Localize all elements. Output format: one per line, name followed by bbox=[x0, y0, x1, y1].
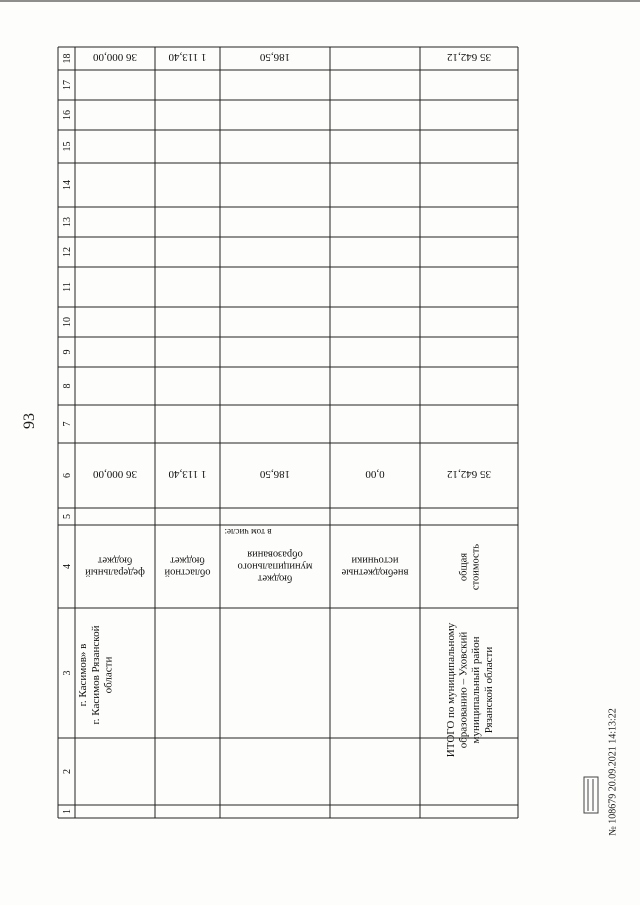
column-number-4 bbox=[62, 564, 73, 569]
registration-stamp-text: № 108679 20.09.2021 14:13:22 bbox=[607, 708, 619, 836]
funding-col6-1 bbox=[168, 468, 207, 480]
total-source-line: стоимость bbox=[470, 543, 482, 591]
funding-col6-2-line: 186,50 bbox=[259, 468, 291, 481]
total-source bbox=[459, 544, 482, 590]
in-total-label-line: в том числе: bbox=[224, 526, 272, 537]
column-number-15 bbox=[62, 142, 73, 152]
column-number-12 bbox=[62, 247, 73, 257]
column-number-8 bbox=[62, 384, 73, 389]
funding-col6-3-line: 0,00 bbox=[365, 468, 385, 481]
registration-stamp bbox=[604, 672, 622, 872]
column-number-5-line: 5 bbox=[62, 514, 73, 519]
column-number-3 bbox=[62, 671, 73, 676]
funding-source-1-line: областной bbox=[164, 566, 211, 578]
funding-source-0-line: федеральный bbox=[85, 566, 145, 578]
column-number-11-line: 11 bbox=[62, 282, 73, 292]
funding-source-1-line: бюджет bbox=[170, 554, 205, 566]
column-number-17 bbox=[62, 80, 73, 90]
object-name-line: г. Касимов» в bbox=[77, 643, 90, 707]
column-number-6-line: 6 bbox=[62, 473, 73, 478]
funding-col6-1-line: 1 113,40 bbox=[168, 468, 207, 481]
column-number-8-line: 8 bbox=[62, 383, 73, 389]
column-number-12-line: 12 bbox=[62, 247, 73, 257]
column-number-7-line: 7 bbox=[62, 421, 73, 427]
column-number-16 bbox=[62, 110, 73, 120]
funding-col18-0 bbox=[93, 51, 138, 63]
column-number-10-line: 10 bbox=[62, 317, 73, 327]
column-number-11 bbox=[62, 282, 73, 292]
column-number-15-line: 15 bbox=[62, 141, 73, 152]
table-grid bbox=[58, 47, 518, 818]
funding-col6-0 bbox=[93, 468, 138, 480]
total-label-line: Рязанской области bbox=[482, 646, 495, 734]
column-number-2 bbox=[62, 769, 73, 774]
object-name-line: г. Касимов Рязанской bbox=[89, 625, 102, 725]
column-number-14 bbox=[62, 180, 73, 190]
emblem-icon bbox=[584, 777, 598, 813]
funding-source-0 bbox=[85, 554, 145, 577]
funding-source-0-line: бюджет bbox=[97, 554, 133, 566]
column-number-7 bbox=[62, 422, 73, 427]
column-number-10 bbox=[62, 317, 73, 327]
column-number-16-line: 16 bbox=[62, 110, 73, 120]
in-total-label bbox=[225, 527, 272, 537]
total-source-line: общая bbox=[458, 552, 470, 582]
column-number-9-line: 9 bbox=[62, 349, 73, 355]
funding-source-2 bbox=[238, 548, 313, 583]
column-number-2-line: 2 bbox=[62, 769, 73, 774]
total-col18 bbox=[447, 51, 491, 63]
column-number-17-line: 17 bbox=[62, 80, 73, 90]
total-label-line: образованию – Уховский bbox=[457, 631, 470, 749]
column-number-1-line: 1 bbox=[62, 809, 73, 814]
column-number-6 bbox=[62, 473, 73, 478]
funding-col18-1 bbox=[168, 51, 207, 63]
total-col6-line: 35 642,12 bbox=[447, 468, 491, 481]
column-number-4-line: 4 bbox=[62, 564, 73, 569]
column-number-5 bbox=[62, 514, 73, 519]
scan-top-edge bbox=[0, 0, 640, 6]
column-number-1 bbox=[62, 809, 73, 814]
column-number-9 bbox=[62, 350, 73, 355]
funding-col18-2 bbox=[259, 51, 290, 63]
total-col6 bbox=[447, 468, 491, 480]
table-labels bbox=[62, 51, 495, 814]
column-number-14-line: 14 bbox=[62, 180, 73, 190]
funding-col6-2 bbox=[259, 468, 290, 480]
funding-col18-0-line: 36 000,00 bbox=[93, 51, 137, 64]
funding-col6-3 bbox=[365, 468, 385, 480]
funding-col18-2-line: 186,50 bbox=[259, 51, 291, 64]
column-number-3-line: 3 bbox=[62, 670, 73, 676]
column-number-13-line: 13 bbox=[62, 217, 73, 227]
total-label bbox=[445, 622, 495, 757]
funding-source-3-line: источники bbox=[351, 554, 399, 566]
column-number-13 bbox=[62, 217, 73, 227]
funding-source-3-line: внебюджетные bbox=[341, 566, 409, 578]
funding-source-2-line: бюджет bbox=[257, 572, 293, 584]
object-name bbox=[77, 625, 114, 724]
funding-source-3 bbox=[341, 554, 408, 577]
total-label-line: ИТОГО по муниципальному bbox=[444, 622, 457, 758]
column-number-18-line: 18 bbox=[62, 53, 73, 64]
funding-col6-0-line: 36 000,00 bbox=[93, 468, 137, 481]
column-number-18 bbox=[62, 54, 73, 64]
total-label-line: муниципальный район bbox=[470, 636, 483, 744]
page-number: 93 bbox=[21, 413, 38, 429]
funding-source-1 bbox=[164, 554, 210, 577]
funding-source-2-line: муниципального bbox=[237, 560, 313, 572]
object-name-line: области bbox=[102, 656, 115, 694]
total-col18-line: 35 642,12 bbox=[447, 51, 491, 64]
funding-source-2-line: образования bbox=[247, 548, 303, 560]
funding-col18-1-line: 1 113,40 bbox=[168, 51, 207, 64]
